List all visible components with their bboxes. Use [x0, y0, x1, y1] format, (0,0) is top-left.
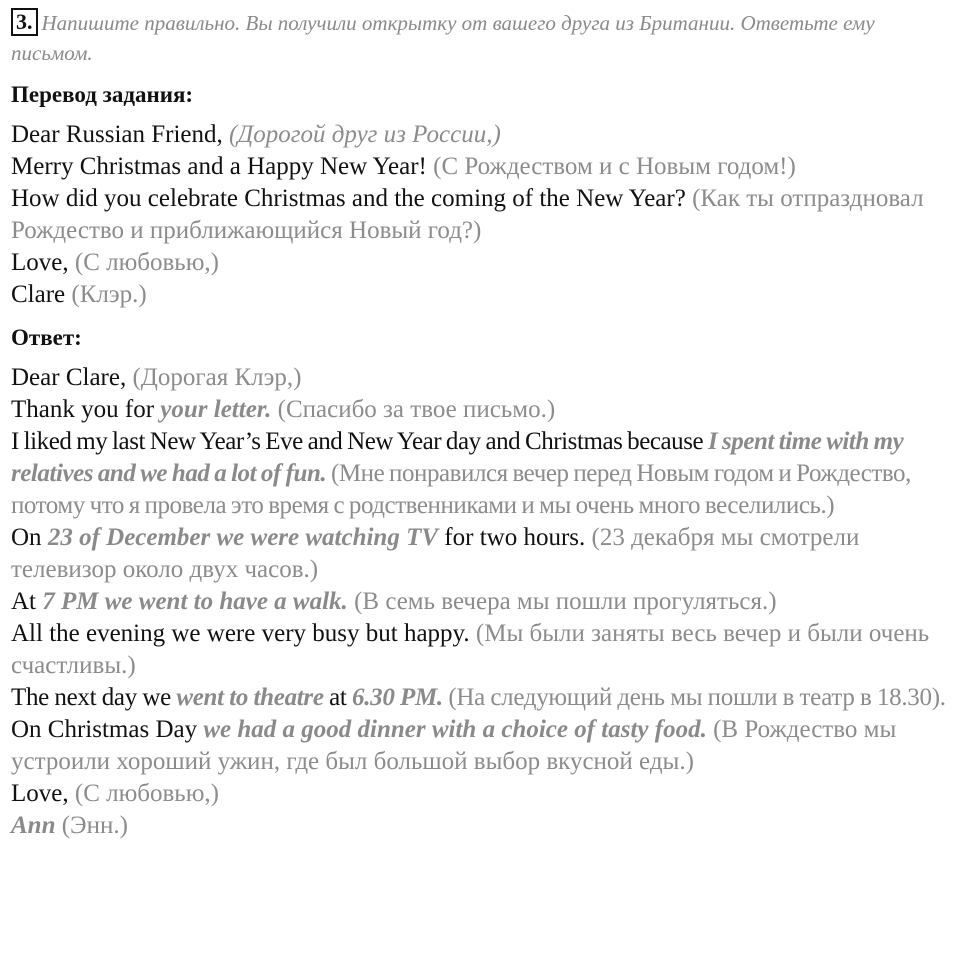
- card-greeting-line: [11, 119, 950, 151]
- answer-liked-highlight: I spent time with my relatives and we had a lot of fun.: [11, 428, 904, 487]
- answer-busy-line: [11, 618, 950, 682]
- answer-tv-translation: (23 декабря мы смотрели телевизор около двух часов.): [11, 524, 860, 583]
- card-greeting-translation: (Дорогой друг из России,): [229, 121, 501, 148]
- answer-theatre-at: at: [329, 684, 347, 711]
- answer-walk-translation: (В семь вечера мы пошли прогуляться.): [354, 588, 777, 615]
- translation-heading: Перевод задания:: [11, 82, 194, 107]
- answer-theatre-text: The next day we: [11, 684, 171, 711]
- answer-busy-translation: (Мы были заняты весь вечер и были очень счастливы.): [11, 620, 930, 679]
- answer-tv-text-end: for two hours.: [444, 524, 586, 551]
- answer-walk-highlight: 7 PM we went to have a walk.: [42, 588, 348, 615]
- card-signature-translation: (Клэр.): [71, 281, 147, 308]
- answer-greeting-line: [11, 362, 950, 394]
- answer-busy-text: All the evening we were very busy but happy.: [11, 620, 470, 647]
- answer-tv-line: [11, 522, 950, 586]
- task-instruction-text: Напишите правильно. Вы получили открытку от вашего друга из Британии. Ответьте ему письмом.: [11, 11, 875, 65]
- card-signature: Clare: [11, 281, 66, 308]
- task-instruction: [11, 8, 950, 68]
- answer-thanks-highlight: your letter.: [160, 396, 272, 423]
- answer-dinner-highlight: we had a good dinner with a choice of tasty food.: [203, 716, 707, 743]
- answer-signature: Ann: [11, 812, 56, 839]
- card-question-line: [11, 183, 950, 247]
- answer-greeting: Dear Clare,: [11, 364, 127, 391]
- card-signature-line: [11, 279, 950, 311]
- answer-letter: [11, 362, 950, 842]
- answer-dinner-text: On Christmas Day: [11, 716, 198, 743]
- card-wish-translation: (С Рождеством и с Новым годом!): [433, 153, 796, 180]
- answer-walk-line: [11, 586, 950, 618]
- answer-heading: Ответ:: [11, 325, 82, 350]
- answer-thanks-translation: (Спасибо за твое письмо.): [277, 396, 556, 423]
- answer-theatre-translation: (На следующий день мы пошли в театр в 18.30).: [448, 684, 946, 711]
- postcard-text: [11, 119, 950, 311]
- card-question-translation: (Как ты отпраздновал Рождество и приближающийся Новый год?): [11, 185, 924, 244]
- answer-tv-text: On: [11, 524, 42, 551]
- answer-liked-text: I liked my last New Year’s Eve and New Year day and Christmas because: [11, 428, 704, 455]
- answer-theatre-line: [11, 682, 950, 714]
- answer-theatre-time: 6.30 PM.: [352, 684, 443, 711]
- answer-signature-line: [11, 810, 950, 842]
- card-closing-translation: (С любовью,): [74, 249, 219, 276]
- answer-closing: Love,: [11, 780, 69, 807]
- answer-liked-translation: (Мне понравился вечер перед Новым годом и Рождество, потому что я провела это время с родственниками и мы очень много веселились.): [11, 460, 911, 519]
- answer-signature-translation: (Энн.): [61, 812, 128, 839]
- answer-theatre-highlight: went to theatre: [176, 684, 324, 711]
- answer-thanks-text: Thank you for: [11, 396, 155, 423]
- card-wish-line: [11, 151, 950, 183]
- task-number-badge: 3.: [11, 8, 38, 36]
- answer-liked-line: [11, 426, 950, 522]
- card-wish: Merry Christmas and a Happy New Year!: [11, 153, 427, 180]
- answer-tv-highlight: 23 of December we were watching TV: [47, 524, 439, 551]
- answer-closing-line: [11, 778, 950, 810]
- card-closing: Love,: [11, 249, 69, 276]
- card-question: How did you celebrate Christmas and the coming of the New Year?: [11, 185, 686, 212]
- answer-greeting-translation: (Дорогая Клэр,): [132, 364, 302, 391]
- answer-closing-translation: (С любовью,): [74, 780, 219, 807]
- answer-dinner-translation: (В Рождество мы устроили хороший ужин, где был большой выбор вкусной еды.): [11, 716, 897, 775]
- answer-dinner-line: [11, 714, 950, 778]
- card-closing-line: [11, 247, 950, 279]
- card-greeting: Dear Russian Friend,: [11, 121, 223, 148]
- answer-walk-text: At: [11, 588, 36, 615]
- answer-thanks-line: [11, 394, 950, 426]
